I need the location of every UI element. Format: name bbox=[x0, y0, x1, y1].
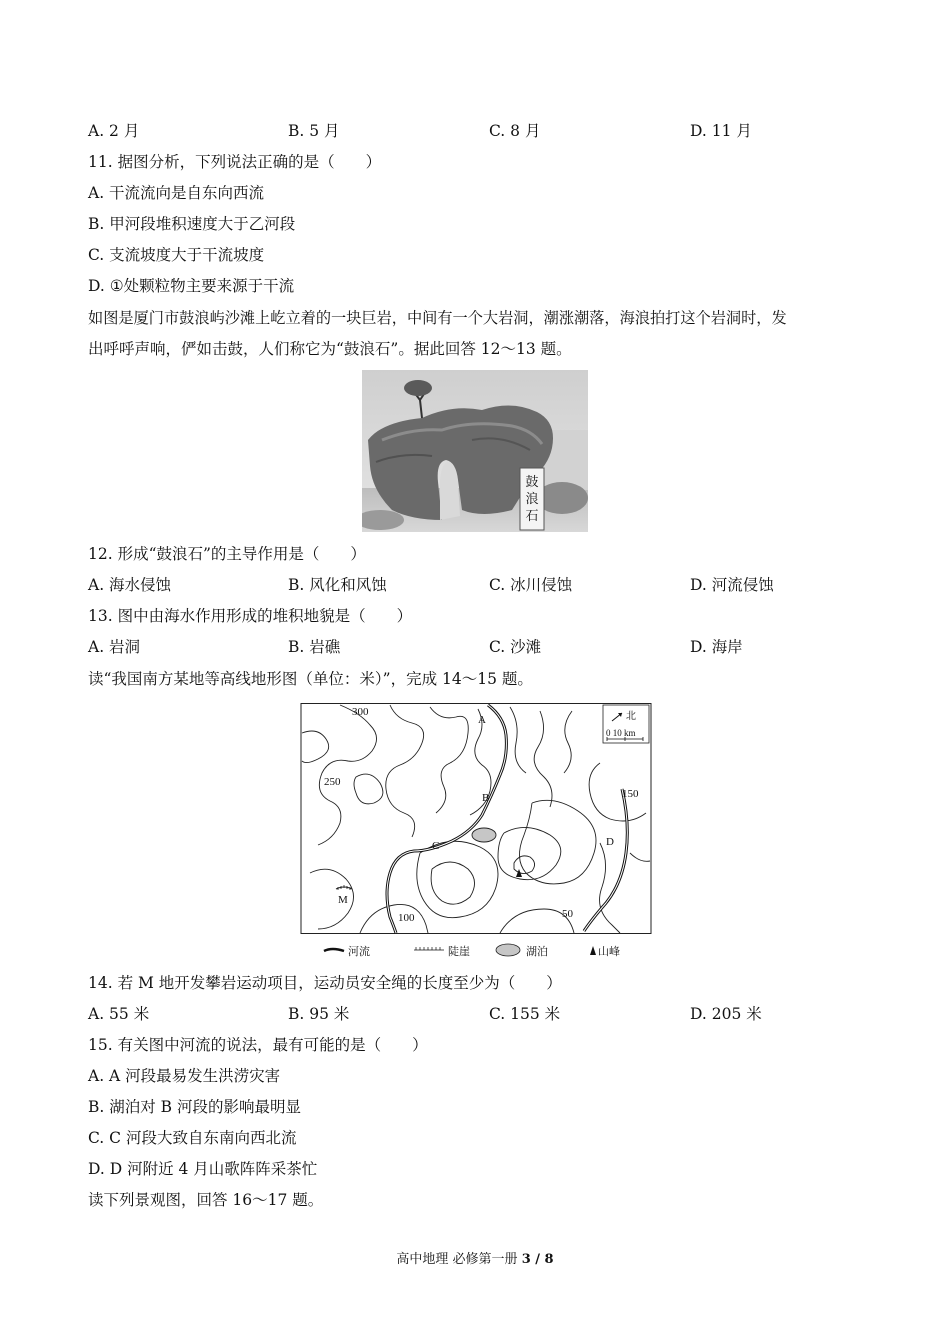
page-number: 3 / 8 bbox=[521, 1252, 554, 1267]
q15-option-a: A. A 河段最易发生洪涝灾害 bbox=[88, 1067, 281, 1085]
page-footer bbox=[0, 1248, 950, 1267]
intro-12-13-line1: 如图是厦门市鼓浪屿沙滩上屹立着的一块巨岩，中间有一个大岩洞，潮涨潮落，海浪拍打这个岩洞时，发 bbox=[88, 309, 787, 327]
legend-river: 河流 bbox=[348, 945, 370, 958]
q13-option-c: C. 沙滩 bbox=[489, 638, 542, 656]
contour-label-300: 300 bbox=[352, 706, 369, 718]
q11-option-b: B. 甲河段堆积速度大于乙河段 bbox=[88, 215, 296, 233]
q15-option-c: C. C 河段大致自东南向西北流 bbox=[88, 1129, 297, 1147]
q10-option-a: A. 2 月 bbox=[88, 122, 140, 140]
contour-label-250: 250 bbox=[324, 776, 341, 788]
q13-option-d: D. 海岸 bbox=[690, 638, 743, 656]
intro-12-13-line2: 出呼呼声响，俨如击鼓，人们称它为“鼓浪石”。据此回答 12～13 题。 bbox=[88, 340, 572, 358]
sign-char-2: 浪 bbox=[525, 492, 539, 507]
legend-peak: 山峰 bbox=[598, 945, 620, 958]
intro-14-15: 读“我国南方某地等高线地形图（单位：米）”，完成 14～15 题。 bbox=[88, 670, 533, 688]
q15-stem: 15. 有关图中河流的说法，最有可能的是（ ） bbox=[88, 1036, 428, 1054]
q10-option-b: B. 5 月 bbox=[288, 122, 340, 140]
q14-stem: 14. 若 M 地开发攀岩运动项目，运动员安全绳的长度至少为（ ） bbox=[88, 974, 562, 992]
q12-option-b: B. 风化和风蚀 bbox=[288, 576, 387, 594]
q11-option-a: A. 干流流向是自东向西流 bbox=[88, 184, 265, 202]
legend-cliff: 陡崖 bbox=[448, 945, 470, 958]
legend-lake: 湖泊 bbox=[526, 945, 548, 958]
contour-label-150: 150 bbox=[622, 788, 639, 800]
gulang-rock-photo bbox=[362, 370, 588, 532]
point-label-a: A bbox=[478, 714, 486, 726]
contour-map bbox=[300, 703, 652, 963]
contour-label-100: 100 bbox=[398, 912, 415, 924]
point-label-b: B bbox=[482, 792, 490, 804]
point-label-m: M bbox=[338, 894, 348, 906]
q13-option-a: A. 岩洞 bbox=[88, 638, 141, 656]
footer-text: 高中地理 必修第一册 bbox=[396, 1252, 522, 1267]
q11-stem: 11. 据图分析，下列说法正确的是（ ） bbox=[88, 153, 382, 171]
intro-16-17: 读下列景观图，回答 16～17 题。 bbox=[88, 1191, 324, 1209]
q13-stem: 13. 图中由海水作用形成的堆积地貌是（ ） bbox=[88, 607, 413, 625]
sign-char-1: 鼓 bbox=[525, 475, 539, 490]
contour-label-50: 50 bbox=[562, 908, 573, 920]
north-label: 北 bbox=[626, 711, 636, 722]
q14-option-c: C. 155 米 bbox=[489, 1005, 561, 1023]
q12-option-d: D. 河流侵蚀 bbox=[690, 576, 774, 594]
q14-option-d: D. 205 米 bbox=[690, 1005, 762, 1023]
sign-char-3: 石 bbox=[525, 509, 539, 524]
q10-option-c: C. 8 月 bbox=[489, 122, 541, 140]
q10-option-d: D. 11 月 bbox=[690, 122, 752, 140]
q12-option-c: C. 冰川侵蚀 bbox=[489, 576, 573, 594]
q15-option-b: B. 湖泊对 B 河段的影响最明显 bbox=[88, 1098, 301, 1116]
scale-text: 0 10 km bbox=[606, 728, 636, 738]
point-label-d: D bbox=[606, 836, 614, 848]
q11-option-d: D. ①处颗粒物主要来源于干流 bbox=[88, 277, 295, 295]
q15-option-d: D. D 河附近 4 月山歌阵阵采茶忙 bbox=[88, 1160, 318, 1178]
point-label-c: C bbox=[432, 840, 440, 852]
q12-option-a: A. 海水侵蚀 bbox=[88, 576, 172, 594]
q12-stem: 12. 形成“鼓浪石”的主导作用是（ ） bbox=[88, 545, 366, 563]
map-legend bbox=[324, 944, 620, 958]
q14-option-b: B. 95 米 bbox=[288, 1005, 350, 1023]
q13-option-b: B. 岩礁 bbox=[288, 638, 341, 656]
q11-option-c: C. 支流坡度大于干流坡度 bbox=[88, 246, 265, 264]
q14-option-a: A. 55 米 bbox=[88, 1005, 150, 1023]
